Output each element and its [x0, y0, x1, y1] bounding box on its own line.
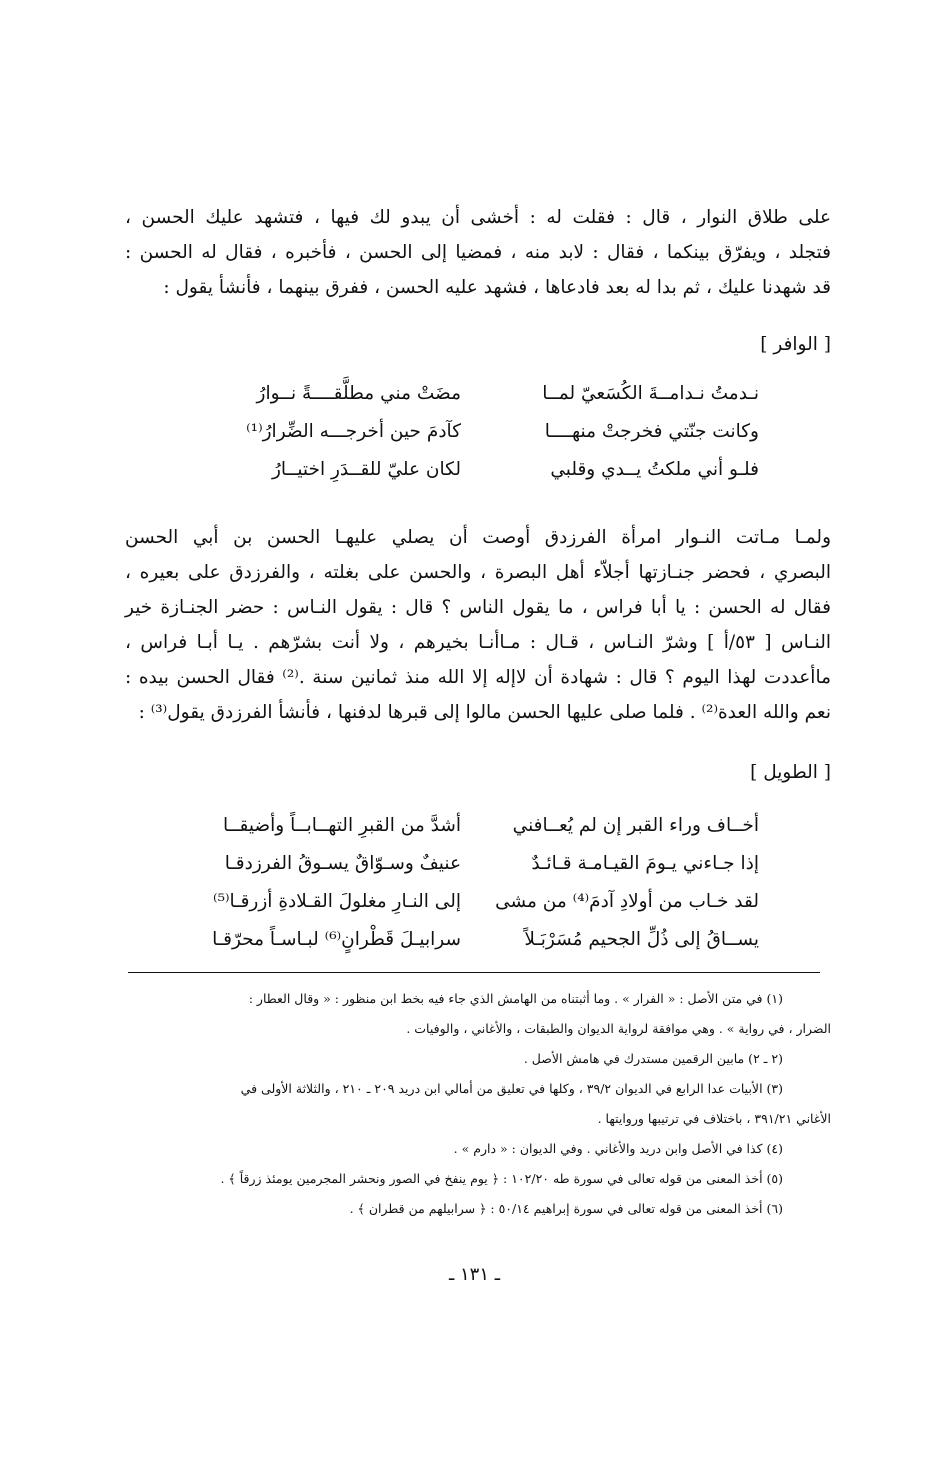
verse-hemistich: مضَتْ مني مطلَّقــــةً نــوارُ — [256, 383, 461, 404]
verse-hemistich: يســاقُ إلى ذُلِّ الجحيم مُسَرْبَـلاً — [524, 929, 759, 950]
verse-hemistich: كآدمَ حين أخرجـــه الضِّرارُ⁽¹⁾ — [246, 421, 461, 442]
verse-hemistich: عنيفٌ وسـوّاقٌ يسـوقُ الفرزدقـا — [224, 853, 461, 874]
verse-hemistich: لكان عليّ للقــدَرِ اختيــارُ — [271, 459, 461, 480]
paragraph-1 — [125, 200, 831, 305]
text-line: ماأعددت لهذا اليوم ؟ قال : شهادة أن لاإله إلا الله منذ ثمانين سنة .⁽²⁾ فقال الحسن بيده : — [125, 667, 831, 688]
poem-1-second-hemistichs — [246, 375, 461, 489]
verse-hemistich: نـدمتُ نـدامــةَ الكُسَعيّ لمــا — [542, 383, 759, 404]
verse-hemistich: سرابيـلَ قَطْرانٍ⁽⁶⁾ لبـاسـاً محرّقـا — [212, 929, 461, 950]
footnote-3-cont: الأغاني ٣٩١/٢١ ، باختلاف في ترتيبها وروايتها . — [597, 1111, 831, 1126]
footnote-5: (٥) أخذ المعنى من قوله تعالى في سورة طه ١٠٢/٢٠ : ﴿ يوم ينفخ في الصور ونحشر المجرمين يومئذ زرقاً ﴾ . — [220, 1171, 783, 1186]
meter-label-tawil: [ الطويل ] — [750, 762, 831, 783]
verse-hemistich: لقد خـاب من أولادِ آدمَ⁽⁴⁾ من مشى — [495, 891, 759, 912]
footnote-separator — [128, 972, 820, 973]
text-line: قد شهدنا عليك ، ثم بدا له بعد فادعاها ، فشهد عليه الحسن ، ففرق بينهما ، فأنشأ يقول : — [163, 277, 831, 298]
text-line: نعم والله العدة⁽²⁾ . فلما صلى عليها الحسن مالوا إلى قبرها لدفنها ، فأنشأ الفرزدق يقول⁽³⁾ : — [138, 702, 831, 723]
text-line: فقال له الحسن : يا أبا فراس ، ما يقول الناس ؟ قال : يقول النـاس : حضر الجنـازة خير — [125, 597, 831, 618]
footnote-2: (٢ ـ ٢) مابين الرقمين مستدرك في هامش الأصل . — [523, 1051, 783, 1066]
text-line: ولمـا مـاتت النـوار امرأة الفرزدق أوصت أن يصلي عليهـا الحسن بن أبي الحسن — [125, 527, 831, 548]
text-line: على طلاق النوار ، قال : فقلت له : أخشى أن يبدو لك فيها ، فتشهد عليك الحسن ، — [125, 207, 831, 228]
footnote-4: (٤) كذا في الأصل وابن دريد والأغاني . وفي الديوان : « دارم » . — [453, 1141, 783, 1156]
verse-hemistich: أخــاف وراء القبر إن لم يُعــافني — [512, 815, 759, 836]
paragraph-2 — [125, 520, 831, 730]
verse-hemistich: إذا جـاءني يـومَ القيـامـة قـائـدٌ — [531, 853, 759, 874]
footnote-6: (٦) أخذ المعنى من قوله تعالى في سورة إبراهيم ٥٠/١٤ : ﴿ سرابيلهم من قطران ﴾ . — [349, 1201, 783, 1216]
footnote-1-cont: الضرار ، في رواية » . وهي موافقة لرواية الديوان والطبقات ، والأغاني ، والوفيات . — [406, 1021, 831, 1036]
verse-hemistich: فلـو أني ملكتُ يــدي وقلبي — [550, 459, 759, 480]
footnotes — [125, 984, 831, 1224]
text-line: فتجلد ، ويفرّق بينكما ، فقال : لابد منه ، فمضيا إلى الحسن ، فأخبره ، فقال له الحسن : — [125, 242, 832, 263]
meter-label-wafir: [ الوافر ] — [760, 334, 831, 355]
footnote-1: (١) في متن الأصل : « الفرار » . وما أثبتناه من الهامش الذي جاء فيه بخط ابن منظور : « وقال العطار : — [248, 991, 783, 1006]
footnote-3: (٣) الأبيات عدا الرابع في الديوان ٣٩/٢ ، وكلها في تعليق من أمالي ابن دريد ٢٠٩ ـ ٢١٠ ، والثلاثة الأولى في — [240, 1081, 783, 1096]
page-number: ـ ١٣١ ـ — [448, 1264, 500, 1285]
verse-hemistich: إلى النـارِ مغلولَ القـلادةِ أزرقـا⁽⁵⁾ — [213, 891, 461, 912]
verse-hemistich: وكانت جنّتي فخرجتْ منهــــا — [544, 421, 759, 442]
text-line: البصري ، فحضر جنـازتها أجلاّء أهل البصرة ، والحسن على بغلته ، والفرزدق على بعيره ، — [125, 562, 831, 583]
poem-2-first-hemistichs — [495, 807, 759, 959]
text-line: النـاس [ ٥٣/أ ] وشرّ النـاس ، قـال : مـاأنـا بخيرهم ، ولا أنت بشرّهم . يـا أبـا فراس ، — [125, 632, 831, 653]
poem-1-first-hemistichs — [542, 375, 759, 489]
verse-hemistich: أشدَّ من القبرِ التهــابــاً وأضيقــا — [223, 815, 461, 836]
poem-2-second-hemistichs — [212, 807, 461, 959]
